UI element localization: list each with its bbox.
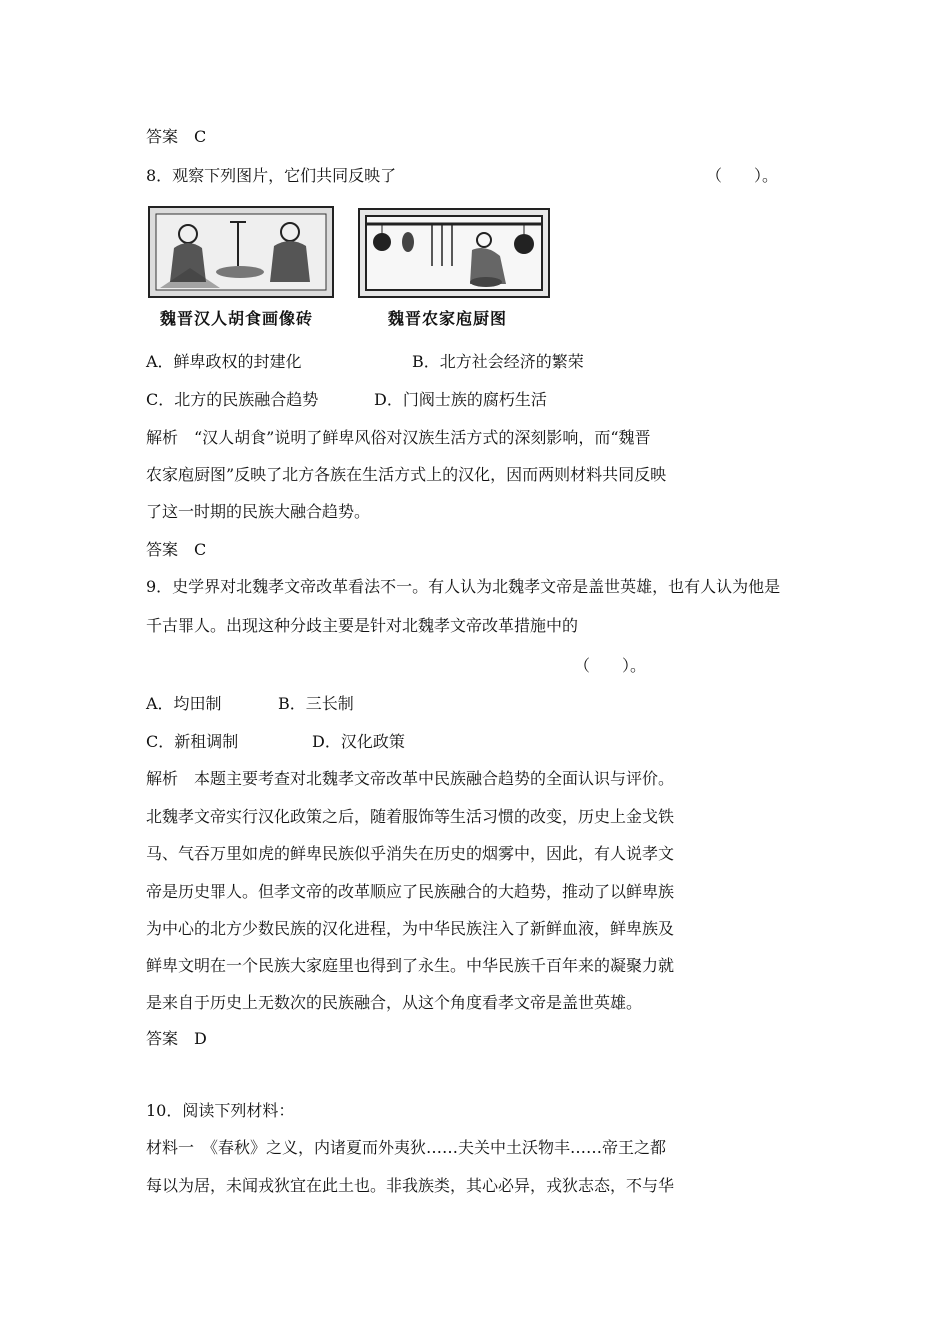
q9-analysis-line-1: 解析 本题主要考查对北魏孝文帝改革中民族融合趋势的全面认识与评价。 [146, 769, 675, 788]
figure-han-hu-food-brick [148, 206, 334, 298]
figure-farm-kitchen-illustration [360, 210, 548, 296]
q8-option-d: D．门阀士族的腐朽生活 [374, 390, 547, 409]
q9-option-d: D．汉化政策 [312, 732, 405, 751]
figure-farm-kitchen-caption: 魏晋农家庖厨图 [388, 309, 508, 328]
q8-option-b: B．北方社会经济的繁荣 [412, 352, 584, 371]
question-8-stem: 8．观察下列图片，它们共同反映了 [146, 166, 397, 185]
question-10-stem: 10．阅读下列材料： [146, 1101, 295, 1120]
q9-analysis-line-6: 鲜卑文明在一个民族大家庭里也得到了永生。中华民族千百年来的凝聚力就 [146, 956, 675, 975]
figure-han-hu-food-caption: 魏晋汉人胡食画像砖 [160, 309, 314, 328]
q8-analysis-line-1: 解析 “汉人胡食”说明了鲜卑风俗对汉族生活方式的深刻影响，而“魏晋 [146, 428, 651, 447]
figure-farm-kitchen [358, 208, 550, 298]
q9-option-b: B．三长制 [278, 694, 354, 713]
q8-option-c: C．北方的民族融合趋势 [146, 390, 319, 409]
question-9-stem-line-1: 9．史学界对北魏孝文帝改革看法不一。有人认为北魏孝文帝是盖世英雄，也有人认为他是 [146, 577, 781, 596]
q9-analysis-line-4: 帝是历史罪人。但孝文帝的改革顺应了民族融合的大趋势，推动了以鲜卑族 [146, 882, 675, 901]
q8-analysis-line-2: 农家庖厨图”反映了北方各族在生活方式上的汉化，因而两则材料共同反映 [146, 465, 667, 484]
q9-option-a: A．均田制 [146, 694, 222, 713]
q10-material-1-line-2: 每以为居，未闻戎狄宜在此土也。非我族类，其心必异，戎狄志态，不与华 [146, 1176, 675, 1195]
q10-material-1-line-1: 材料一 《春秋》之义，内诸夏而外夷狄……夫关中土沃物丰……帝王之都 [146, 1138, 667, 1157]
answer-9: 答案 D [146, 1029, 207, 1048]
q9-analysis-line-3: 马、气吞万里如虎的鲜卑民族似乎消失在历史的烟雾中，因此，有人说孝文 [146, 844, 675, 863]
q8-analysis-line-3: 了这一时期的民族大融合趋势。 [146, 502, 371, 521]
question-9-blank: （ ）。 [574, 656, 647, 675]
q9-analysis-line-2: 北魏孝文帝实行汉化政策之后，随着服饰等生活习惯的改变，历史上金戈铁 [146, 807, 675, 826]
q8-option-a: A．鲜卑政权的封建化 [146, 352, 302, 371]
figure-han-hu-food-brick-illustration [150, 208, 332, 296]
question-8-blank: （ ）。 [706, 166, 779, 185]
answer-8: 答案 C [146, 540, 207, 559]
q9-analysis-line-7: 是来自于历史上无数次的民族融合，从这个角度看孝文帝是盖世英雄。 [146, 993, 643, 1012]
answer-7: 答案 C [146, 127, 207, 146]
q9-analysis-line-5: 为中心的北方少数民族的汉化进程，为中华民族注入了新鲜血液，鲜卑族及 [146, 919, 675, 938]
q9-option-c: C．新租调制 [146, 732, 239, 751]
question-9-stem-line-2: 千古罪人。出现这种分歧主要是针对北魏孝文帝改革措施中的 [146, 616, 579, 635]
